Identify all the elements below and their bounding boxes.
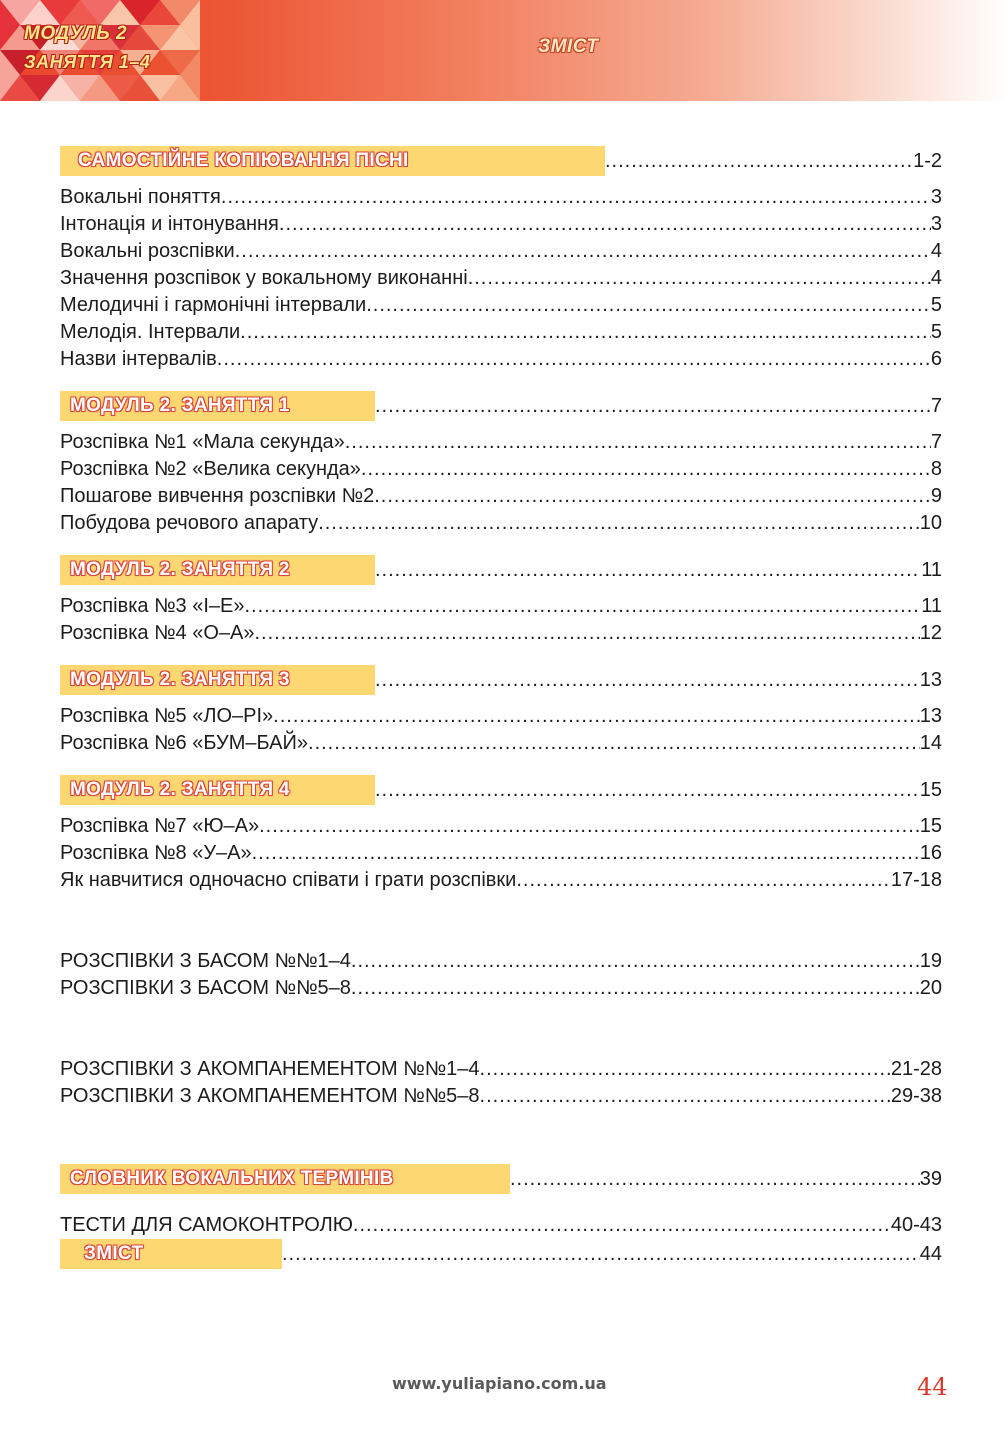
- toc-item-row[interactable]: [60, 319, 942, 346]
- toc-page-number: 4: [930, 240, 942, 262]
- toc-item-row[interactable]: [60, 975, 942, 1002]
- toc-item-row[interactable]: [60, 813, 942, 840]
- toc-item-label: Значення розспівок у вокальному виконанні: [60, 267, 468, 289]
- toc-page-number: 15: [919, 815, 942, 837]
- toc-page-number: 29-38: [890, 1085, 942, 1107]
- toc-item-row[interactable]: [60, 593, 942, 620]
- toc-page-number: 3: [930, 186, 942, 208]
- toc-page-number: 20: [919, 977, 942, 999]
- toc-leader-dots: [318, 510, 920, 537]
- toc-item-row[interactable]: [60, 1212, 942, 1239]
- toc-page-number: 13: [919, 669, 942, 691]
- toc-item-label: Інтонація и інтонування: [60, 213, 279, 235]
- toc-item-row[interactable]: [60, 840, 942, 867]
- toc-section-row[interactable]: [60, 1164, 942, 1194]
- toc-item-row[interactable]: [60, 867, 942, 894]
- toc-spacer: [60, 647, 942, 665]
- toc-item-label: РОЗСПІВКИ З БАСОМ №№5–8: [60, 977, 351, 999]
- toc-page-number: 39: [919, 1168, 942, 1190]
- toc-item-row[interactable]: [60, 456, 942, 483]
- toc-section-row[interactable]: [60, 555, 942, 585]
- toc-page-number: 11: [921, 595, 942, 617]
- toc-item-label: ТЕСТИ ДЛЯ САМОКОНТРОЛЮ: [60, 1214, 353, 1236]
- toc-leader-dots: [351, 948, 920, 975]
- toc-section-row[interactable]: [60, 1239, 942, 1269]
- toc-page-number: 12: [919, 622, 942, 644]
- toc-section-row[interactable]: [60, 665, 942, 695]
- toc-section-label: МОДУЛЬ 2. ЗАНЯТТЯ 2: [60, 555, 375, 585]
- toc-leader-dots: [254, 620, 919, 647]
- toc-item-label: РОЗСПІВКИ З АКОМПАНЕМЕНТОМ №№1–4: [60, 1058, 480, 1080]
- toc-spacer: [60, 421, 942, 429]
- page-header: [0, 0, 1008, 101]
- toc-page-number: 13: [919, 705, 942, 727]
- toc-spacer: [60, 373, 942, 391]
- toc-item-label: Мелодичні і гармонічні інтервали: [60, 294, 367, 316]
- toc-page-number: 21-28: [890, 1058, 942, 1080]
- toc-page-number: 10: [919, 512, 942, 534]
- toc-spacer: [60, 585, 942, 593]
- toc-page-number: 5: [930, 294, 942, 316]
- toc-page-number: 14: [919, 732, 942, 754]
- toc-item-label: Побудова речового апарату: [60, 512, 319, 534]
- toc-item-label: Розспівка №4 «О–А»: [60, 622, 255, 644]
- toc-spacer: [60, 1194, 942, 1212]
- toc-leader-dots: [259, 813, 920, 840]
- toc-leader-dots: [480, 1056, 891, 1083]
- toc-leader-dots: [480, 1083, 891, 1110]
- toc-section-label: САМОСТІЙНЕ КОПІЮВАННЯ ПІСНІ: [60, 146, 605, 176]
- toc-item-label: РОЗСПІВКИ З БАСОМ №№1–4: [60, 950, 351, 972]
- toc-item-label: Як навчитися одночасно співати і грати розспівки: [60, 869, 517, 891]
- toc-item-label: Розспівка №2 «Велика секунда»: [60, 458, 361, 480]
- toc-item-label: РОЗСПІВКИ З АКОМПАНЕМЕНТОМ №№5–8: [60, 1085, 480, 1107]
- module-label: МОДУЛЬ 2: [24, 23, 128, 44]
- toc-page-number: 6: [930, 348, 942, 370]
- toc-item-label: Розспівка №6 «БУМ–БАЙ»: [60, 732, 309, 754]
- toc-spacer: [60, 894, 942, 948]
- toc-page-number: 1-2: [913, 150, 942, 172]
- toc-leader-dots: [510, 1164, 920, 1194]
- toc-item-label: Розспівка №3 «І–Е»: [60, 595, 245, 617]
- toc-leader-dots: [351, 975, 920, 1002]
- toc-page-number: 5: [930, 321, 942, 343]
- toc-item-row[interactable]: [60, 238, 942, 265]
- toc-spacer: [60, 805, 942, 813]
- website-url[interactable]: www.yuliapiano.com.ua: [392, 1374, 607, 1393]
- toc-leader-dots: [468, 265, 931, 292]
- toc-page-number: 4: [930, 267, 942, 289]
- table-of-contents: [60, 146, 942, 1269]
- toc-leader-dots: [353, 1212, 891, 1239]
- toc-item-label: Вокальні поняття: [60, 186, 221, 208]
- toc-item-label: Розспівка №5 «ЛО–РІ»: [60, 705, 274, 727]
- toc-leader-dots: [252, 840, 920, 867]
- toc-section-row[interactable]: [60, 775, 942, 805]
- toc-item-label: Назви інтервалів: [60, 348, 217, 370]
- toc-leader-dots: [375, 391, 931, 421]
- toc-leader-dots: [282, 1239, 920, 1269]
- toc-page-number: 16: [919, 842, 942, 864]
- toc-page-number: 8: [930, 458, 942, 480]
- toc-spacer: [60, 1002, 942, 1056]
- toc-item-row[interactable]: [60, 184, 942, 211]
- toc-leader-dots: [308, 730, 920, 757]
- toc-page-number: 3: [930, 213, 942, 235]
- toc-section-label: МОДУЛЬ 2. ЗАНЯТТЯ 1: [60, 391, 375, 421]
- toc-item-row[interactable]: [60, 703, 942, 730]
- toc-page-number: 7: [930, 395, 942, 417]
- toc-leader-dots: [361, 456, 931, 483]
- toc-leader-dots: [375, 665, 920, 695]
- toc-leader-dots: [345, 429, 931, 456]
- toc-item-row[interactable]: [60, 948, 942, 975]
- toc-item-label: Мелодія. Інтервали: [60, 321, 241, 343]
- toc-leader-dots: [375, 775, 920, 805]
- toc-leader-dots: [240, 319, 931, 346]
- toc-page-number: 9: [930, 485, 942, 507]
- toc-item-label: Розспівка №8 «У–А»: [60, 842, 252, 864]
- toc-page-number: 15: [919, 779, 942, 801]
- toc-page-number: 40-43: [890, 1214, 942, 1236]
- toc-item-label: Розспівка №1 «Мала секунда»: [60, 431, 345, 453]
- toc-item-row[interactable]: [60, 292, 942, 319]
- toc-item-label: Пошагове вивчення розспівки №2: [60, 485, 375, 507]
- toc-section-label: СЛОВНИК ВОКАЛЬНИХ ТЕРМІНІВ: [60, 1164, 510, 1194]
- toc-spacer: [60, 757, 942, 775]
- toc-item-row[interactable]: [60, 1083, 942, 1110]
- toc-page-number: 7: [930, 431, 942, 453]
- toc-item-label: Вокальні розспівки: [60, 240, 235, 262]
- toc-spacer: [60, 1110, 942, 1164]
- toc-item-row[interactable]: [60, 620, 942, 647]
- toc-item-row[interactable]: [60, 483, 942, 510]
- toc-item-row[interactable]: [60, 429, 942, 456]
- toc-item-row[interactable]: [60, 1056, 942, 1083]
- toc-leader-dots: [605, 146, 913, 176]
- toc-section-label: МОДУЛЬ 2. ЗАНЯТТЯ 3: [60, 665, 375, 695]
- toc-section-row[interactable]: [60, 391, 942, 421]
- toc-item-row[interactable]: [60, 730, 942, 757]
- toc-item-row[interactable]: [60, 211, 942, 238]
- toc-item-row[interactable]: [60, 346, 942, 373]
- toc-page-number: 17-18: [890, 869, 942, 891]
- page-number: 44: [917, 1373, 948, 1401]
- toc-leader-dots: [375, 555, 921, 585]
- header-title: ЗМІСТ: [538, 36, 599, 57]
- toc-leader-dots: [366, 292, 931, 319]
- toc-leader-dots: [235, 238, 931, 265]
- toc-spacer: [60, 537, 942, 555]
- toc-page-number: 44: [919, 1243, 942, 1265]
- toc-leader-dots: [279, 211, 931, 238]
- toc-leader-dots: [221, 184, 931, 211]
- toc-page-number: 19: [919, 950, 942, 972]
- toc-item-row[interactable]: [60, 510, 942, 537]
- lessons-label: ЗАНЯТТЯ 1–4: [24, 52, 151, 72]
- toc-section-row[interactable]: [60, 146, 942, 176]
- toc-leader-dots: [217, 346, 931, 373]
- toc-leader-dots: [374, 483, 931, 510]
- toc-spacer: [60, 176, 942, 184]
- toc-item-row[interactable]: [60, 265, 942, 292]
- toc-spacer: [60, 695, 942, 703]
- toc-section-label: ЗМІСТ: [60, 1239, 282, 1269]
- toc-item-label: Розспівка №7 «Ю–А»: [60, 815, 260, 837]
- toc-page-number: 11: [921, 559, 942, 581]
- module-badge: [24, 21, 150, 75]
- toc-leader-dots: [516, 867, 891, 894]
- toc-section-label: МОДУЛЬ 2. ЗАНЯТТЯ 4: [60, 775, 375, 805]
- toc-leader-dots: [244, 593, 921, 620]
- toc-leader-dots: [273, 703, 920, 730]
